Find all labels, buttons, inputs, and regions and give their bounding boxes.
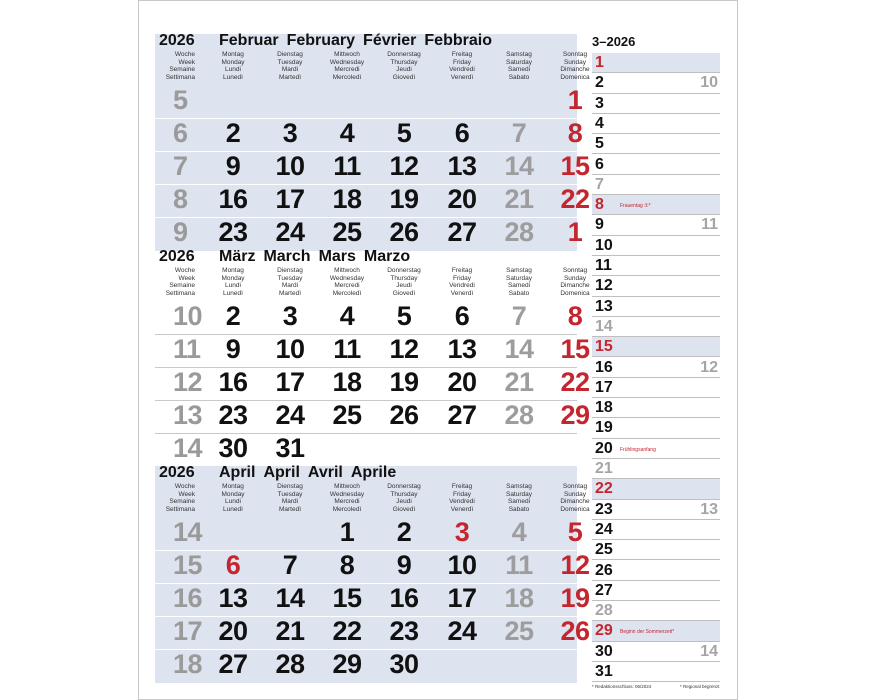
day-cell: 16 <box>218 367 248 397</box>
day-cell: 4 <box>511 517 527 547</box>
day-cell: 26 <box>389 400 419 430</box>
day-cell: 25 <box>332 400 362 430</box>
day-cell: 5 <box>396 118 412 148</box>
week-label: Woche Week Semaine Settimana <box>165 483 195 513</box>
overview-day-row <box>592 459 720 479</box>
weekday-label-mon: Montag Monday Lundi Lunedì <box>221 483 245 513</box>
day-cell: 6 <box>454 301 470 331</box>
day-cell: 5 <box>396 301 412 331</box>
day-cell: 8 <box>567 118 583 148</box>
overview-day-row <box>592 114 720 134</box>
day-cell: 2 <box>225 118 241 148</box>
overview-day-number: 14 <box>595 317 613 335</box>
weekday-label-fri: Freitag Friday Vendredi Venerdì <box>449 483 475 513</box>
day-cell: 21 <box>275 616 305 646</box>
month-year: 2026 <box>159 32 195 49</box>
day-cell: 23 <box>218 400 248 430</box>
week-number: 16 <box>173 583 203 613</box>
day-cell: 8 <box>567 301 583 331</box>
day-cell: 21 <box>504 184 534 214</box>
overview-day-number: 18 <box>595 399 613 417</box>
day-cell: 9 <box>225 151 241 181</box>
overview-day-number: 10 <box>595 236 613 254</box>
overview-day-number: 7 <box>595 175 604 193</box>
day-cell: 22 <box>332 616 362 646</box>
week-row <box>155 184 590 218</box>
day-cell: 17 <box>275 367 305 397</box>
overview-day-number: 3 <box>595 94 604 112</box>
overview-day-row <box>592 317 720 337</box>
day-cell: 19 <box>560 583 590 613</box>
overview-day-note: Beginn der Sommerzeit* <box>620 629 675 636</box>
overview-day-row <box>592 500 720 520</box>
overview-day-row <box>592 297 720 317</box>
month-header <box>155 248 590 306</box>
overview-day-number: 19 <box>595 419 613 437</box>
week-number: 5 <box>173 85 188 115</box>
day-cell: 1 <box>339 517 355 547</box>
weekday-label-tue: Dienstag Tuesday Mardi Martedì <box>277 267 303 297</box>
weekday-label-tue: Dienstag Tuesday Mardi Martedì <box>277 483 303 513</box>
month-title: Februar February Février Febbraio <box>219 32 492 49</box>
week-number: 14 <box>173 517 203 547</box>
day-cell: 14 <box>504 151 534 181</box>
week-number: 7 <box>173 151 188 181</box>
day-cell: 24 <box>447 616 477 646</box>
overview-day-row <box>592 621 720 641</box>
month-header <box>155 464 590 522</box>
day-cell: 17 <box>447 583 477 613</box>
overview-day-row <box>592 53 720 73</box>
week-number: 9 <box>173 217 188 247</box>
week-number: 10 <box>173 301 203 331</box>
weekday-label-sat: Samstag Saturday Samedi Sabato <box>505 51 533 81</box>
day-cell: 15 <box>560 151 590 181</box>
overview-day-number: 16 <box>595 358 613 376</box>
day-cell: 13 <box>447 334 477 364</box>
week-row <box>155 85 583 119</box>
overview-day-number: 1 <box>595 54 604 71</box>
day-cell: 20 <box>218 616 248 646</box>
day-cell: 24 <box>275 400 305 430</box>
overview-day-number: 23 <box>595 500 613 518</box>
overview-day-number: 21 <box>595 460 613 477</box>
day-cell: 20 <box>447 184 477 214</box>
weekday-label-sun: Sonntag Sunday Dimanche Domenica <box>560 483 590 513</box>
day-cell: 11 <box>333 334 361 364</box>
day-cell: 2 <box>396 517 412 547</box>
week-number: 15 <box>173 550 203 580</box>
day-cell: 14 <box>504 334 534 364</box>
overview-day-number: 27 <box>595 581 613 599</box>
day-cell: 6 <box>225 550 241 580</box>
day-cell: 15 <box>332 583 362 613</box>
day-cell: 26 <box>560 616 590 646</box>
weekday-label-thu: Donnerstag Thursday Jeudi Giovedì <box>387 267 421 297</box>
day-cell: 7 <box>511 301 527 331</box>
day-cell: 28 <box>504 217 534 247</box>
overview-day-row <box>592 398 720 418</box>
weekday-label-fri: Freitag Friday Vendredi Venerdì <box>449 51 475 81</box>
overview-day-row <box>592 155 720 175</box>
week-row <box>155 517 583 551</box>
day-cell: 11 <box>505 550 533 580</box>
day-cell: 28 <box>275 649 305 679</box>
overview-day-row <box>592 73 720 93</box>
weekday-label-mon: Montag Monday Lundi Lunedì <box>221 267 245 297</box>
day-cell: 29 <box>560 400 590 430</box>
day-cell: 22 <box>560 367 590 397</box>
week-row <box>155 151 590 185</box>
day-cell: 30 <box>218 433 248 463</box>
day-cell: 27 <box>447 217 477 247</box>
day-cell: 31 <box>275 433 305 463</box>
overview-day-number: 24 <box>595 520 613 538</box>
day-cell: 9 <box>225 334 241 364</box>
overview-day-number: 4 <box>595 114 604 132</box>
week-row <box>155 616 590 650</box>
overview-day-row <box>592 479 720 499</box>
weekday-label-sun: Sonntag Sunday Dimanche Domenica <box>560 267 590 297</box>
overview-day-row <box>592 134 720 154</box>
overview-day-number: 6 <box>595 155 604 173</box>
overview-day-row <box>592 358 720 378</box>
day-cell: 1 <box>567 85 583 115</box>
weekday-label-sun: Sonntag Sunday Dimanche Domenica <box>560 51 590 81</box>
day-cell: 6 <box>454 118 470 148</box>
footnote-right: * Regional begrenzt <box>680 684 720 689</box>
day-cell: 2 <box>225 301 241 331</box>
day-cell: 25 <box>504 616 534 646</box>
overview-day-row <box>592 418 720 438</box>
overview-day-row <box>592 520 720 540</box>
overview-week-number: 11 <box>701 216 718 234</box>
overview-day-number: 2 <box>595 74 604 92</box>
day-cell: 20 <box>447 367 477 397</box>
overview-day-number: 9 <box>595 216 604 234</box>
overview-day-note: Frühlingsanfang <box>620 446 656 453</box>
week-row <box>155 583 590 617</box>
overview-day-number: 12 <box>595 277 613 295</box>
month-year: 2026 <box>159 248 195 265</box>
overview-day-number: 17 <box>595 378 613 396</box>
day-cell: 3 <box>282 118 298 148</box>
day-cell: 4 <box>339 118 355 148</box>
overview-day-row <box>592 337 720 357</box>
day-cell: 23 <box>389 616 419 646</box>
day-cell: 15 <box>560 334 590 364</box>
day-cell: 25 <box>332 217 362 247</box>
month-header <box>155 32 590 90</box>
week-row <box>155 334 590 368</box>
overview-day-row <box>592 276 720 296</box>
week-number: 11 <box>173 334 201 364</box>
overview-day-number: 13 <box>595 297 613 315</box>
day-cell: 13 <box>447 151 477 181</box>
weekday-label-thu: Donnerstag Thursday Jeudi Giovedì <box>387 51 421 81</box>
day-cell: 10 <box>275 334 305 364</box>
day-cell: 10 <box>447 550 477 580</box>
overview-day-number: 15 <box>595 338 613 356</box>
overview-day-row <box>592 94 720 114</box>
overview-day-number: 20 <box>595 439 613 457</box>
day-cell: 19 <box>389 184 419 214</box>
week-number: 6 <box>173 118 188 148</box>
overview-day-number: 11 <box>595 257 612 274</box>
week-row <box>155 217 583 251</box>
overview-week-number: 12 <box>700 358 718 376</box>
overview-day-number: 28 <box>595 602 613 620</box>
overview-day-number: 29 <box>595 622 613 640</box>
overview-day-row <box>592 215 720 235</box>
day-cell: 28 <box>504 400 534 430</box>
day-cell: 7 <box>282 550 298 580</box>
day-cell: 12 <box>389 151 419 181</box>
day-cell: 17 <box>275 184 305 214</box>
weekday-label-mon: Montag Monday Lundi Lunedì <box>221 51 245 81</box>
weekday-label-wed: Mittwoch Wednesday Mercredi Mercoledì <box>329 267 365 297</box>
week-row <box>155 434 577 467</box>
day-cell: 3 <box>282 301 298 331</box>
day-cell: 16 <box>218 184 248 214</box>
overview-day-number: 31 <box>595 663 613 680</box>
overview-day-row <box>592 236 720 256</box>
day-cell: 21 <box>504 367 534 397</box>
week-row <box>155 118 583 152</box>
overview-day-row <box>592 439 720 459</box>
day-cell: 29 <box>332 649 362 679</box>
week-number: 17 <box>173 616 203 646</box>
month-title: April April Avril Aprile <box>219 464 397 481</box>
week-number: 12 <box>173 367 203 397</box>
day-cell: 14 <box>275 583 305 613</box>
week-row <box>155 367 590 401</box>
day-cell: 18 <box>332 367 362 397</box>
weekday-label-wed: Mittwoch Wednesday Mercredi Mercoledì <box>329 483 365 513</box>
day-cell: 3 <box>454 517 470 547</box>
weekday-label-sat: Samstag Saturday Samedi Sabato <box>505 267 533 297</box>
overview-day-row <box>592 175 720 195</box>
day-cell: 11 <box>333 151 361 181</box>
footnote-left: * Redaktionsschluss: 06/2024 <box>592 684 652 689</box>
day-cell: 23 <box>218 217 248 247</box>
overview-day-row <box>592 581 720 601</box>
overview-day-row <box>592 601 720 621</box>
day-cell: 7 <box>511 118 527 148</box>
overview-day-row <box>592 540 720 560</box>
day-cell: 19 <box>389 367 419 397</box>
week-row <box>155 650 577 683</box>
overview-day-row <box>592 195 720 215</box>
weekday-label-thu: Donnerstag Thursday Jeudi Giovedì <box>387 483 421 513</box>
day-cell: 27 <box>447 400 477 430</box>
day-cell: 24 <box>275 217 305 247</box>
day-cell: 18 <box>504 583 534 613</box>
day-cell: 1 <box>567 217 583 247</box>
overview-day-row <box>592 378 720 398</box>
overview-week-number: 13 <box>700 500 718 518</box>
day-cell: 16 <box>389 583 419 613</box>
week-row <box>155 550 590 584</box>
day-cell: 18 <box>332 184 362 214</box>
week-row <box>155 400 590 434</box>
week-number: 14 <box>173 433 203 463</box>
overview-week-number: 10 <box>700 74 718 92</box>
day-cell: 9 <box>396 550 412 580</box>
weekday-label-sat: Samstag Saturday Samedi Sabato <box>505 483 533 513</box>
day-cell: 10 <box>275 151 305 181</box>
day-cell: 27 <box>218 649 248 679</box>
overview-day-number: 5 <box>595 135 604 153</box>
week-row <box>155 301 583 335</box>
overview-day-row <box>592 662 720 682</box>
week-label: Woche Week Semaine Settimana <box>165 267 195 297</box>
overview-day-row <box>592 256 720 276</box>
overview-day-row <box>592 642 720 662</box>
overview-day-number: 22 <box>595 480 613 498</box>
weekday-label-tue: Dienstag Tuesday Mardi Martedì <box>277 51 303 81</box>
day-cell: 22 <box>560 184 590 214</box>
overview-day-number: 26 <box>595 561 613 579</box>
day-cell: 5 <box>567 517 583 547</box>
overview-day-number: 30 <box>595 642 613 660</box>
day-cell: 12 <box>560 550 590 580</box>
day-cell: 4 <box>339 301 355 331</box>
day-cell: 30 <box>389 649 419 679</box>
overview-title: 3–2026 <box>592 34 636 49</box>
weekday-label-wed: Mittwoch Wednesday Mercredi Mercoledì <box>329 51 365 81</box>
overview-week-number: 14 <box>700 642 718 660</box>
overview-day-note: Frauentag ①* <box>620 203 651 210</box>
month-title: März March Mars Marzo <box>219 248 411 265</box>
day-cell: 26 <box>389 217 419 247</box>
day-cell: 12 <box>389 334 419 364</box>
week-number: 13 <box>173 400 203 430</box>
weekday-label-fri: Freitag Friday Vendredi Venerdì <box>449 267 475 297</box>
overview-day-row <box>592 561 720 581</box>
week-number: 8 <box>173 184 188 214</box>
month-year: 2026 <box>159 464 195 481</box>
overview-day-number: 8 <box>595 196 604 214</box>
day-cell: 8 <box>339 550 355 580</box>
week-label: Woche Week Semaine Settimana <box>165 51 195 81</box>
day-cell: 13 <box>218 583 248 613</box>
week-number: 18 <box>173 649 203 679</box>
overview-day-number: 25 <box>595 541 613 559</box>
